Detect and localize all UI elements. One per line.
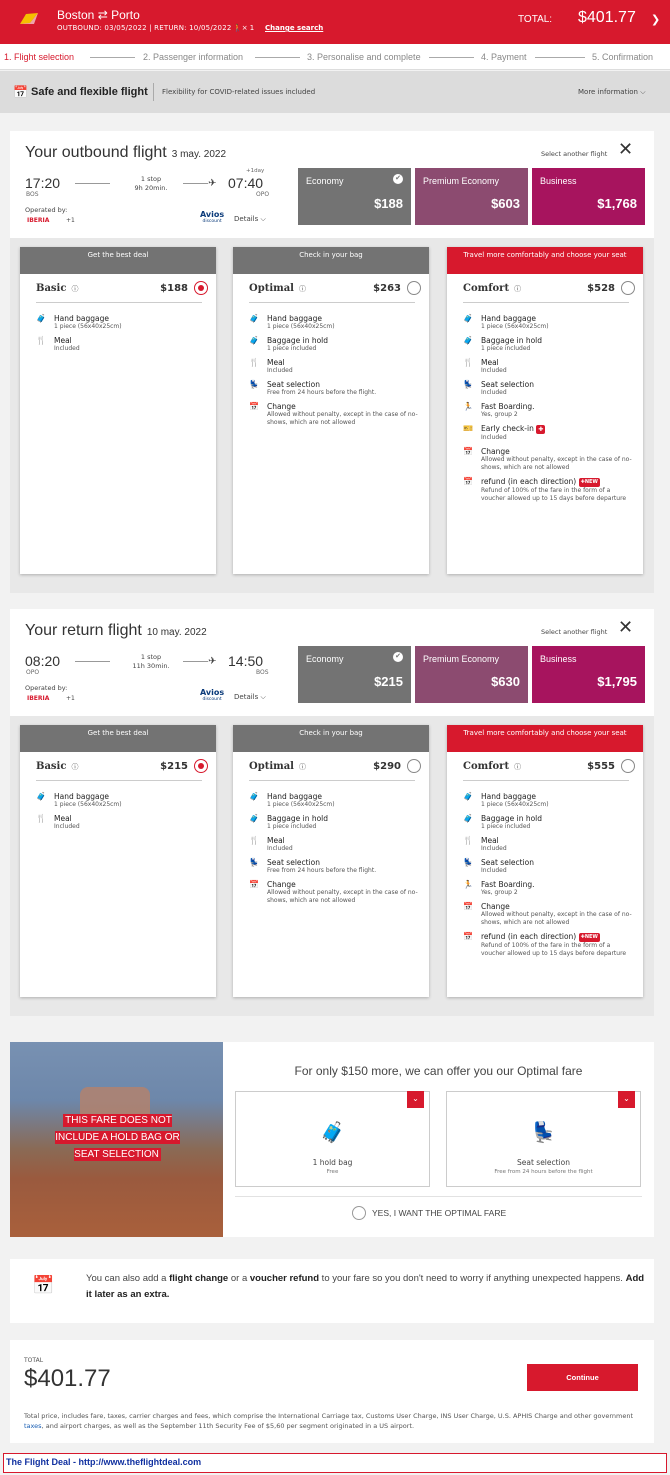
footer-credit: The Flight Deal - http://www.theflightdeal.com <box>3 1453 667 1473</box>
feature-meal: 🍴 Meal Included <box>36 336 80 352</box>
running-icon: 🏃 <box>463 880 473 889</box>
change-search-link[interactable]: Change search <box>265 24 324 32</box>
meal-icon: 🍴 <box>463 836 473 845</box>
details-link[interactable]: Details ⌵ <box>234 215 266 223</box>
calendar-refund-icon: 📅 <box>463 932 473 941</box>
plus-day: +1day <box>246 168 265 174</box>
more-information-link[interactable]: More information ⌵ <box>578 88 646 96</box>
suitcase-icon: 🧳 <box>463 336 473 345</box>
feature-hold-baggage: 🧳 Baggage in hold 1 piece included <box>249 336 329 352</box>
check-icon: ✔ <box>393 652 403 662</box>
step-flight-selection: 1. Flight selection <box>4 52 75 62</box>
suitcase-icon: 🧳 <box>463 814 473 823</box>
cabin-business[interactable]: Business $1,768 <box>532 168 645 225</box>
feature-fast-boarding: 🏃 Fast Boarding. Yes, group 2 <box>463 880 535 896</box>
feature-change: 📅 Change Allowed without penalty, except in the case of no-shows, which are not allowed <box>249 402 418 426</box>
feature-seat-selection: 💺 Seat selection Free from 24 hours before the flight. <box>249 380 377 396</box>
arrival-code: OPO <box>256 191 270 198</box>
feature-meal: 🍴 Meal Included <box>249 358 293 374</box>
safe-title: Safe and flexible flight <box>31 86 148 98</box>
iberia-logo-icon: IBERIA <box>27 217 50 224</box>
plane-icon: ✈ <box>208 656 217 667</box>
fare-radio[interactable] <box>407 759 421 773</box>
calendar-refund-icon: 📅 <box>463 477 473 486</box>
calendar-change-icon: 📅 <box>463 902 473 911</box>
calendar-icon: 📅 <box>13 85 28 99</box>
fare-card-basic[interactable]: Get the best deal Basic ⓘ $215 🧳 Hand baggage 1 piece (56x40x25cm) 🍴 Meal Included <box>20 725 216 997</box>
seat-icon: 💺 <box>531 1120 556 1144</box>
fare-card-optimal[interactable]: Check in your bag Optimal ⓘ $263 🧳 Hand baggage 1 piece (56x40x25cm) 🧳 Baggage in hold 1 piece included 🍴 Meal Included 💺 Seat selection Free from 24 hours before the flight. 📅 Change Allowed without penalty, except in the case of no-shows, which are not allowed <box>233 247 429 574</box>
promo-image-text: THIS FARE DOES NOT INCLUDE A HOLD BAG OR SEAT SELECTION <box>55 1115 180 1160</box>
meal-icon: 🍴 <box>463 358 473 367</box>
hand-baggage-icon: 🧳 <box>463 314 473 323</box>
step-personalise: 3. Personalise and complete <box>307 52 421 62</box>
fare-card-optimal[interactable]: Check in your bag Optimal ⓘ $290 🧳 Hand baggage 1 piece (56x40x25cm) 🧳 Baggage in hold 1 piece included 🍴 Meal Included 💺 Seat selection Free from 24 hours before the flight. 📅 Change Allowed without penalty, except in the case of no-shows, which are not allowed <box>233 725 429 997</box>
person-icon: 🚶 <box>233 24 242 32</box>
cabin-premium-economy[interactable]: Premium Economy $603 <box>415 168 528 225</box>
feature-fast-boarding: 🏃 Fast Boarding. Yes, group 2 <box>463 402 535 418</box>
fare-radio[interactable] <box>621 759 635 773</box>
avios-badge: Avios discount <box>200 210 225 224</box>
departure-time: 17:20 <box>25 175 61 191</box>
chevron-down-icon: ⌄ <box>618 1091 635 1108</box>
fare-radio[interactable] <box>194 281 208 295</box>
feature-hold-baggage: 🧳 Baggage in hold 1 piece included <box>463 814 543 830</box>
outbound-title: Your outbound flight 3 may. 2022 <box>25 144 227 161</box>
departure-time: 08:20 <box>25 653 61 669</box>
meal-icon: 🍴 <box>36 336 46 345</box>
arrival-code: BOS <box>256 669 269 676</box>
safe-subtitle: Flexibility for COVID-related issues included <box>162 88 316 96</box>
arrival-time: 07:40 <box>228 175 264 191</box>
fare-radio[interactable] <box>621 281 635 295</box>
step-passenger-information: 2. Passenger information <box>143 52 244 62</box>
feature-change: 📅 Change Allowed without penalty, except in the case of no-shows, which are not allowed <box>249 880 418 904</box>
feature-refund: 📅 refund (in each direction) ✚NEW Refund of 100% of the fare in the form of a voucher allowed up to 15 days before departure <box>463 932 627 957</box>
total-label: TOTAL: <box>518 14 553 25</box>
feature-seat-selection: 💺 Seat selection Free from 24 hours before the flight. <box>249 858 377 874</box>
step-confirmation: 5. Confirmation <box>592 52 654 62</box>
seat-icon: 💺 <box>463 858 473 867</box>
seat-icon: 💺 <box>463 380 473 389</box>
fare-card-comfort[interactable]: Travel more comfortably and choose your seat Comfort ⓘ $555 🧳 Hand baggage 1 piece (56x40x25cm) 🧳 Baggage in hold 1 piece included 🍴 Meal Included 💺 Seat selection Included 🏃 Fast Boarding. Yes, group 2 📅 Change Allowed without penalty, except in the case of no-shows, which are not allowed 📅 refund (in each direction) ✚NEW Refund of 100% of the fare in the form of a voucher allowed up to 15 days before departure <box>447 725 643 997</box>
fare-radio[interactable] <box>407 281 421 295</box>
calendar-clock-icon: 📅 <box>32 1275 55 1296</box>
feature-hand-baggage: 🧳 Hand baggage 1 piece (56x40x25cm) <box>249 792 335 808</box>
price-note: Total price, includes fare, taxes, carrier charges and fees, which comprise the International Carriage tax, Customs User Charge, INS User Charge, U.S. APHIS Charge and other government taxes, and airport charges, as well as the September 11th Security Fee of $5,60 per segment originated in a US airport. <box>24 1412 634 1430</box>
departure-code: OPO <box>26 669 40 676</box>
cabin-premium-economy[interactable]: Premium Economy $630 <box>415 646 528 703</box>
route-title: Boston ⇄ Porto <box>57 8 140 22</box>
optimal-fare-label[interactable]: YES, I WANT THE OPTIMAL FARE <box>372 1208 507 1218</box>
feature-early-checkin: 🎫 Early check-in ✚ Included <box>463 424 544 441</box>
feature-hold-baggage: 🧳 Baggage in hold 1 piece included <box>249 814 329 830</box>
feature-meal: 🍴 Meal Included <box>249 836 293 852</box>
luggage-cart-icon: 🧳 <box>320 1120 345 1144</box>
hand-baggage-icon: 🧳 <box>249 314 259 323</box>
upsell-heading: For only $150 more, we can offer you our Optimal fare <box>294 1064 583 1078</box>
optimal-fare-radio[interactable] <box>352 1206 366 1220</box>
hand-baggage-icon: 🧳 <box>463 792 473 801</box>
seat-selection-card: ⌄ 💺 Seat selection Free from 24 hours before the flight <box>446 1091 641 1187</box>
feature-hand-baggage: 🧳 Hand baggage 1 piece (56x40x25cm) <box>463 792 549 808</box>
seat-icon: 💺 <box>249 380 259 389</box>
feature-hand-baggage: 🧳 Hand baggage 1 piece (56x40x25cm) <box>249 314 335 330</box>
feature-hand-baggage: 🧳 Hand baggage 1 piece (56x40x25cm) <box>463 314 549 330</box>
chevron-down-icon[interactable]: ❯ <box>651 13 661 26</box>
chevron-down-icon: ⌄ <box>407 1091 424 1108</box>
step-payment: 4. Payment <box>481 52 527 62</box>
total-value[interactable]: $401.77 <box>578 9 636 26</box>
iberia-logo-icon: IBERIA <box>27 695 50 702</box>
feature-hold-baggage: 🧳 Baggage in hold 1 piece included <box>463 336 543 352</box>
ticket-icon: 🎫 <box>463 424 473 433</box>
extras-info <box>10 1259 654 1323</box>
stops-info: 1 stop 11h 30min. <box>132 653 170 670</box>
cabin-economy[interactable]: Economy ✔ $215 <box>298 646 411 703</box>
departure-code: BOS <box>26 191 39 198</box>
feature-refund: 📅 refund (in each direction) ✚NEW Refund of 100% of the fare in the form of a voucher allowed up to 15 days before departure <box>463 477 627 502</box>
feature-meal: 🍴 Meal Included <box>463 836 507 852</box>
extras-text: You can also add a flight change or a voucher refund to your fare so you don't need to worry if anything unexpected happens. Add it later as an extra. <box>86 1273 645 1300</box>
suitcase-icon: 🧳 <box>249 336 259 345</box>
total-amount: $401.77 <box>24 1365 111 1392</box>
select-another-flight-link[interactable]: Select another flight <box>541 150 608 158</box>
running-icon: 🏃 <box>463 402 473 411</box>
upsell-banner <box>10 1042 654 1237</box>
safe-flight-banner <box>0 71 670 113</box>
cabin-business[interactable]: Business $1,795 <box>532 646 645 703</box>
hand-baggage-icon: 🧳 <box>36 792 46 801</box>
passenger-count: 🚶× 1 <box>233 24 255 32</box>
feature-seat-selection: 💺 Seat selection Included <box>463 380 535 396</box>
exclusive-icon: ✚ <box>538 426 544 433</box>
calendar-change-icon: 📅 <box>463 447 473 456</box>
progress-steps <box>0 44 670 70</box>
stops-info: 1 stop 9h 20min. <box>134 175 168 192</box>
feature-seat-selection: 💺 Seat selection Included <box>463 858 535 874</box>
total-label: TOTAL <box>24 1357 44 1364</box>
close-icon[interactable]: ✕ <box>618 139 634 160</box>
select-another-flight-link[interactable]: Select another flight <box>541 628 608 636</box>
suitcase-icon: 🧳 <box>249 814 259 823</box>
hold-bag-card: ⌄ 🧳 1 hold bag Free <box>235 1091 430 1187</box>
feature-change: 📅 Change Allowed without penalty, except in the case of no-shows, which are not allowed <box>463 902 632 926</box>
arrival-time: 14:50 <box>228 653 264 669</box>
avios-badge: Avios discount <box>200 688 225 702</box>
calendar-change-icon: 📅 <box>249 880 259 889</box>
feature-hand-baggage: 🧳 Hand baggage 1 piece (56x40x25cm) <box>36 314 122 330</box>
return-title: Your return flight 10 may. 2022 <box>25 622 207 639</box>
details-link[interactable]: Details ⌵ <box>234 693 266 701</box>
more-airlines: +1 <box>66 217 75 224</box>
taxes-link[interactable]: taxes <box>24 1422 42 1430</box>
fare-card-comfort[interactable]: Travel more comfortably and choose your seat Comfort ⓘ $528 🧳 Hand baggage 1 piece (56x40x25cm) 🧳 Baggage in hold 1 piece included 🍴 Meal Included 💺 Seat selection Included 🏃 Fast Boarding. Yes, group 2 🎫 Early check-in ✚ Included 📅 Change Allowed without penalty, except in the case of no-shows, which are not allowed 📅 refund (in each direction) ✚NEW Refund of 100% of the fare in the form of a voucher allowed up to 15 days before departure <box>447 247 643 574</box>
check-icon: ✔ <box>393 174 403 184</box>
fare-radio[interactable] <box>194 759 208 773</box>
meal-icon: 🍴 <box>36 814 46 823</box>
more-airlines: +1 <box>66 695 75 702</box>
hand-baggage-icon: 🧳 <box>36 314 46 323</box>
meal-icon: 🍴 <box>249 836 259 845</box>
operated-by: Operated by: <box>25 684 68 692</box>
new-badge: ✚NEW <box>580 478 598 485</box>
header-bar <box>0 0 670 44</box>
outbound-section <box>10 131 654 593</box>
hand-baggage-icon: 🧳 <box>249 792 259 801</box>
seat-icon: 💺 <box>249 858 259 867</box>
close-icon[interactable]: ✕ <box>618 617 634 638</box>
feature-meal: 🍴 Meal Included <box>463 358 507 374</box>
return-section <box>10 609 654 1016</box>
new-badge: ✚NEW <box>580 933 598 940</box>
total-panel <box>10 1340 654 1443</box>
iberia-logo-icon <box>18 12 40 26</box>
feature-change: 📅 Change Allowed without penalty, except in the case of no-shows, which are not allowed <box>463 447 632 471</box>
continue-button[interactable]: Continue <box>527 1364 638 1391</box>
cabin-economy[interactable]: Economy ✔ $188 <box>298 168 411 225</box>
fare-card-basic[interactable]: Get the best deal Basic ⓘ $188 🧳 Hand baggage 1 piece (56x40x25cm) 🍴 Meal Included <box>20 247 216 574</box>
meal-icon: 🍴 <box>249 358 259 367</box>
travel-dates: OUTBOUND: 03/05/2022 | RETURN: 10/05/2022 <box>57 24 232 32</box>
promo-image <box>10 1042 223 1237</box>
feature-meal: 🍴 Meal Included <box>36 814 80 830</box>
feature-hand-baggage: 🧳 Hand baggage 1 piece (56x40x25cm) <box>36 792 122 808</box>
operated-by: Operated by: <box>25 206 68 214</box>
plane-icon: ✈ <box>208 178 217 189</box>
calendar-change-icon: 📅 <box>249 402 259 411</box>
